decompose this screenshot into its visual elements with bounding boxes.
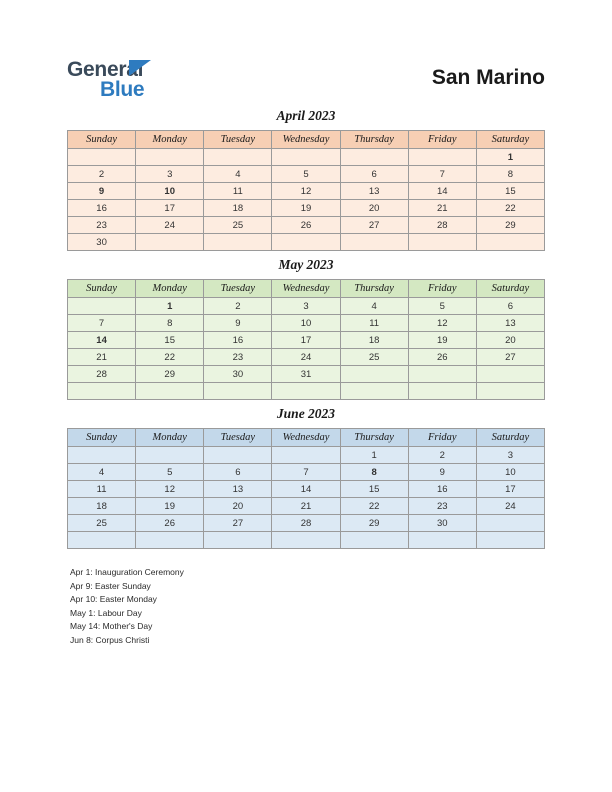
- empty-cell: [272, 234, 340, 251]
- day-cell[interactable]: 4: [68, 464, 136, 481]
- day-cell[interactable]: 25: [204, 217, 272, 234]
- week-row: [68, 149, 545, 166]
- weekday-header-sunday: Sunday: [68, 280, 136, 298]
- day-cell[interactable]: 3: [272, 298, 340, 315]
- day-cell[interactable]: 14: [272, 481, 340, 498]
- month-title: June 2023: [276, 406, 336, 421]
- day-cell[interactable]: 20: [476, 332, 544, 349]
- day-cell[interactable]: 6: [476, 298, 544, 315]
- empty-cell: [408, 383, 476, 400]
- day-cell[interactable]: 6: [340, 166, 408, 183]
- calendar-month-april: [67, 108, 545, 251]
- weekday-header-friday: Friday: [408, 280, 476, 298]
- day-cell[interactable]: 13: [340, 183, 408, 200]
- day-cell[interactable]: 18: [340, 332, 408, 349]
- month-title: April 2023: [276, 108, 336, 123]
- day-cell[interactable]: 10: [476, 464, 544, 481]
- week-row: [68, 366, 545, 383]
- day-cell[interactable]: 11: [68, 481, 136, 498]
- day-cell[interactable]: 1: [340, 447, 408, 464]
- day-cell[interactable]: 4: [204, 166, 272, 183]
- empty-cell: [136, 383, 204, 400]
- empty-cell: [476, 383, 544, 400]
- weekday-header-sunday: Sunday: [68, 429, 136, 447]
- empty-cell: [340, 532, 408, 549]
- day-cell[interactable]: 15: [340, 481, 408, 498]
- day-cell[interactable]: 19: [136, 498, 204, 515]
- day-cell[interactable]: 9: [408, 464, 476, 481]
- week-row: [68, 464, 545, 481]
- week-row: [68, 166, 545, 183]
- empty-cell: [136, 532, 204, 549]
- day-cell[interactable]: 30: [408, 515, 476, 532]
- week-row: [68, 447, 545, 464]
- day-cell[interactable]: 3: [136, 166, 204, 183]
- day-cell[interactable]: 18: [204, 200, 272, 217]
- day-cell[interactable]: 2: [204, 298, 272, 315]
- month-grid: [67, 130, 545, 251]
- weekday-header-thursday: Thursday: [340, 131, 408, 149]
- day-cell[interactable]: 25: [340, 349, 408, 366]
- day-cell[interactable]: 3: [476, 447, 544, 464]
- day-cell[interactable]: 29: [136, 366, 204, 383]
- week-row: [68, 200, 545, 217]
- week-row: [68, 183, 545, 200]
- day-cell[interactable]: 28: [68, 366, 136, 383]
- weekday-header-saturday: Saturday: [476, 131, 544, 149]
- empty-cell: [408, 149, 476, 166]
- day-cell[interactable]: 27: [340, 217, 408, 234]
- day-cell[interactable]: 27: [476, 349, 544, 366]
- day-cell[interactable]: 23: [204, 349, 272, 366]
- empty-cell: [272, 532, 340, 549]
- empty-cell: [68, 383, 136, 400]
- calendar-month-may: [67, 257, 545, 400]
- day-cell[interactable]: 20: [340, 200, 408, 217]
- day-cell[interactable]: 22: [476, 200, 544, 217]
- day-cell[interactable]: 13: [476, 315, 544, 332]
- day-cell[interactable]: 30: [68, 234, 136, 251]
- week-row: [68, 349, 545, 366]
- day-cell[interactable]: 21: [272, 498, 340, 515]
- day-cell[interactable]: 7: [272, 464, 340, 481]
- empty-cell: [408, 366, 476, 383]
- empty-cell: [204, 383, 272, 400]
- day-cell[interactable]: 16: [68, 200, 136, 217]
- day-cell[interactable]: 5: [272, 166, 340, 183]
- week-row: [68, 515, 545, 532]
- day-cell[interactable]: 22: [136, 349, 204, 366]
- day-cell[interactable]: 26: [136, 515, 204, 532]
- week-row: [68, 315, 545, 332]
- empty-cell: [476, 515, 544, 532]
- day-cell[interactable]: 12: [136, 481, 204, 498]
- empty-cell: [204, 532, 272, 549]
- page-title: San Marino: [431, 66, 545, 89]
- day-cell[interactable]: 26: [272, 217, 340, 234]
- empty-cell: [340, 366, 408, 383]
- holiday-note: Jun 8: Corpus Christi: [70, 634, 150, 645]
- holiday-note: Apr 9: Easter Sunday: [70, 580, 151, 591]
- empty-cell: [340, 383, 408, 400]
- weekday-header-wednesday: Wednesday: [272, 131, 340, 149]
- day-cell[interactable]: 20: [204, 498, 272, 515]
- day-cell[interactable]: 1: [476, 149, 544, 166]
- week-row: [68, 498, 545, 515]
- day-cell[interactable]: 18: [68, 498, 136, 515]
- day-cell[interactable]: 17: [476, 481, 544, 498]
- empty-cell: [408, 532, 476, 549]
- day-cell[interactable]: 17: [136, 200, 204, 217]
- day-cell[interactable]: 24: [476, 498, 544, 515]
- day-cell[interactable]: 8: [340, 464, 408, 481]
- empty-cell: [204, 234, 272, 251]
- empty-cell: [272, 447, 340, 464]
- day-cell[interactable]: 2: [68, 166, 136, 183]
- day-cell[interactable]: 7: [68, 315, 136, 332]
- week-row: [68, 234, 545, 251]
- empty-cell: [204, 447, 272, 464]
- empty-cell: [136, 447, 204, 464]
- day-cell[interactable]: 12: [272, 183, 340, 200]
- day-cell[interactable]: 13: [204, 481, 272, 498]
- day-cell[interactable]: 25: [68, 515, 136, 532]
- day-cell[interactable]: 19: [408, 332, 476, 349]
- day-cell[interactable]: 29: [340, 515, 408, 532]
- empty-cell: [68, 447, 136, 464]
- day-cell[interactable]: 16: [408, 481, 476, 498]
- day-cell[interactable]: 8: [476, 166, 544, 183]
- holiday-note: May 1: Labour Day: [70, 607, 142, 618]
- weekday-header-tuesday: Tuesday: [204, 280, 272, 298]
- day-cell[interactable]: 23: [68, 217, 136, 234]
- weekday-header-tuesday: Tuesday: [204, 429, 272, 447]
- week-row: [68, 481, 545, 498]
- day-cell[interactable]: 4: [340, 298, 408, 315]
- triangle-icon: [129, 60, 151, 76]
- day-cell[interactable]: 9: [68, 183, 136, 200]
- brand-word-blue: Blue: [100, 78, 145, 101]
- weekday-header-thursday: Thursday: [340, 280, 408, 298]
- day-cell[interactable]: 15: [476, 183, 544, 200]
- day-cell[interactable]: 16: [204, 332, 272, 349]
- day-cell[interactable]: 27: [204, 515, 272, 532]
- day-cell[interactable]: 31: [272, 366, 340, 383]
- weekday-header-row: [68, 280, 545, 298]
- holiday-note: May 14: Mother's Day: [70, 621, 153, 632]
- empty-cell: [68, 298, 136, 315]
- page-header: [0, 48, 612, 104]
- day-cell[interactable]: 11: [204, 183, 272, 200]
- empty-cell: [136, 234, 204, 251]
- empty-cell: [136, 149, 204, 166]
- empty-cell: [476, 234, 544, 251]
- day-cell[interactable]: 14: [68, 332, 136, 349]
- brand-word-general: General: [67, 58, 144, 81]
- day-cell[interactable]: 21: [408, 200, 476, 217]
- weekday-header-wednesday: Wednesday: [272, 280, 340, 298]
- empty-cell: [340, 234, 408, 251]
- weekday-header-thursday: Thursday: [340, 429, 408, 447]
- empty-cell: [476, 366, 544, 383]
- week-row: [68, 532, 545, 549]
- weekday-header-wednesday: Wednesday: [272, 429, 340, 447]
- day-cell[interactable]: 24: [272, 349, 340, 366]
- day-cell[interactable]: 14: [408, 183, 476, 200]
- empty-cell: [272, 149, 340, 166]
- day-cell[interactable]: 15: [136, 332, 204, 349]
- empty-cell: [68, 532, 136, 549]
- weekday-header-row: [68, 131, 545, 149]
- day-cell[interactable]: 22: [340, 498, 408, 515]
- day-cell[interactable]: 10: [272, 315, 340, 332]
- day-cell[interactable]: 5: [136, 464, 204, 481]
- day-cell[interactable]: 28: [272, 515, 340, 532]
- empty-cell: [340, 149, 408, 166]
- weekday-header-row: [68, 429, 545, 447]
- empty-cell: [476, 532, 544, 549]
- day-cell[interactable]: 2: [408, 447, 476, 464]
- month-grid: [67, 428, 545, 549]
- weekday-header-friday: Friday: [408, 131, 476, 149]
- day-cell[interactable]: 7: [408, 166, 476, 183]
- empty-cell: [204, 149, 272, 166]
- weekday-header-friday: Friday: [408, 429, 476, 447]
- brand-logo: [67, 56, 247, 106]
- calendar-month-june: [67, 406, 545, 549]
- holiday-note: Apr 10: Easter Monday: [70, 594, 157, 605]
- day-cell[interactable]: 1: [136, 298, 204, 315]
- month-title: May 2023: [278, 257, 334, 272]
- empty-cell: [272, 383, 340, 400]
- empty-cell: [68, 149, 136, 166]
- month-grid: [67, 279, 545, 400]
- week-row: [68, 332, 545, 349]
- weekday-header-monday: Monday: [136, 429, 204, 447]
- day-cell[interactable]: 11: [340, 315, 408, 332]
- empty-cell: [408, 234, 476, 251]
- holiday-note: Apr 1: Inauguration Ceremony: [70, 567, 184, 577]
- day-cell[interactable]: 21: [68, 349, 136, 366]
- weekday-header-tuesday: Tuesday: [204, 131, 272, 149]
- weekday-header-sunday: Sunday: [68, 131, 136, 149]
- week-row: [68, 383, 545, 400]
- day-cell[interactable]: 12: [408, 315, 476, 332]
- day-cell[interactable]: 10: [136, 183, 204, 200]
- weekday-header-monday: Monday: [136, 131, 204, 149]
- weekday-header-monday: Monday: [136, 280, 204, 298]
- day-cell[interactable]: 30: [204, 366, 272, 383]
- day-cell[interactable]: 28: [408, 217, 476, 234]
- day-cell[interactable]: 8: [136, 315, 204, 332]
- day-cell[interactable]: 6: [204, 464, 272, 481]
- day-cell[interactable]: 26: [408, 349, 476, 366]
- day-cell[interactable]: 5: [408, 298, 476, 315]
- day-cell[interactable]: 29: [476, 217, 544, 234]
- day-cell[interactable]: 17: [272, 332, 340, 349]
- weekday-header-saturday: Saturday: [476, 429, 544, 447]
- day-cell[interactable]: 19: [272, 200, 340, 217]
- day-cell[interactable]: 24: [136, 217, 204, 234]
- week-row: [68, 298, 545, 315]
- weekday-header-saturday: Saturday: [476, 280, 544, 298]
- week-row: [68, 217, 545, 234]
- day-cell[interactable]: 9: [204, 315, 272, 332]
- holiday-notes-list: [67, 566, 467, 648]
- day-cell[interactable]: 23: [408, 498, 476, 515]
